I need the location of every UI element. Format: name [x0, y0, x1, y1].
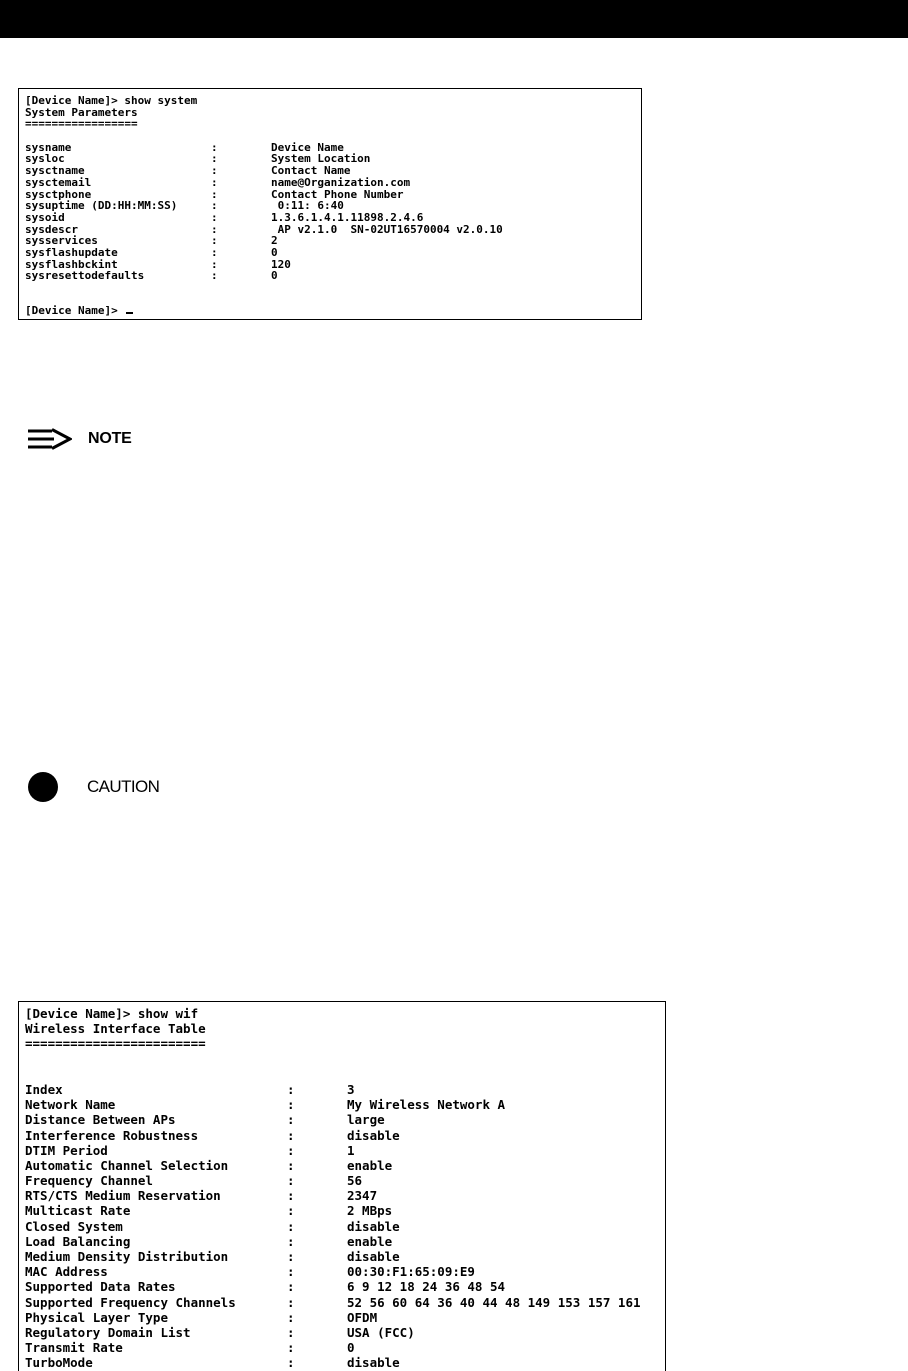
parameter-value: 00:30:F1:65:09:E9: [347, 1264, 475, 1280]
terminal-heading: Wireless Interface Table: [25, 1021, 206, 1037]
separator-colon: :: [287, 1340, 295, 1356]
parameter-key: sysflashbckint: [25, 257, 118, 271]
parameter-row: [25, 1097, 665, 1112]
parameter-key: sysflashupdate: [25, 245, 118, 259]
parameter-value: 0: [347, 1340, 355, 1356]
note-callout: [28, 428, 132, 450]
parameter-row: [25, 1249, 665, 1264]
separator-colon: :: [211, 152, 218, 166]
parameter-row: [25, 1128, 665, 1143]
parameter-key: sysname: [25, 140, 72, 154]
system-parameter-list: [25, 142, 641, 282]
parameter-row: [25, 1082, 665, 1097]
separator-colon: :: [287, 1309, 295, 1325]
terminal-heading: System Parameters: [25, 105, 138, 119]
parameter-key: sysdescr: [25, 222, 78, 236]
separator-colon: :: [287, 1249, 295, 1264]
parameter-key: Frequency Channel: [25, 1173, 153, 1189]
parameter-value: AP v2.1.0 SN-02UT16570004 v2.0.10: [271, 222, 503, 236]
parameter-value: Device Name: [271, 140, 344, 154]
parameter-key: Medium Density Distribution: [25, 1249, 229, 1264]
separator-colon: :: [211, 269, 218, 283]
caution-label: CAUTION: [87, 777, 160, 796]
parameter-key: Supported Frequency Channels: [25, 1294, 236, 1310]
parameter-key: Load Balancing: [25, 1233, 131, 1249]
parameter-value: 0:11: 6:40: [271, 199, 344, 213]
parameter-value: 2: [271, 234, 278, 248]
parameter-row: [25, 1158, 665, 1173]
separator-colon: :: [211, 245, 218, 259]
parameter-key: Multicast Rate: [25, 1203, 131, 1219]
parameter-value: My Wireless Network A: [347, 1097, 506, 1113]
parameter-row: [25, 1112, 665, 1127]
note-label: NOTE: [88, 430, 132, 447]
parameter-value: 56: [347, 1173, 363, 1189]
caution-callout: [28, 772, 159, 802]
parameter-value: Contact Phone Number: [271, 187, 404, 201]
parameter-row: [25, 1188, 665, 1203]
parameter-value: 120: [271, 257, 291, 271]
parameter-key: sysloc: [25, 152, 65, 166]
parameter-key: MAC Address: [25, 1264, 108, 1280]
parameter-row: [25, 1279, 665, 1294]
parameter-value: 0: [271, 245, 278, 259]
parameter-value: disable: [347, 1127, 400, 1143]
terminal-show-system: [18, 88, 642, 320]
parameter-row: [25, 1219, 665, 1234]
parameter-key: sysoid: [25, 210, 65, 224]
parameter-key: Closed System: [25, 1218, 123, 1234]
parameter-key: sysctphone: [25, 187, 92, 201]
parameter-row: [25, 1173, 665, 1188]
parameter-key: sysctemail: [25, 175, 92, 189]
parameter-row: [25, 1340, 665, 1355]
separator-colon: :: [211, 164, 218, 178]
parameter-value: USA (FCC): [347, 1324, 415, 1340]
cursor: [126, 312, 133, 314]
separator-colon: :: [211, 257, 218, 271]
parameter-key: Physical Layer Type: [25, 1309, 168, 1325]
parameter-value: large: [347, 1112, 385, 1128]
parameter-key: TurboMode: [25, 1355, 93, 1371]
parameter-value: Contact Name: [271, 164, 351, 178]
separator-colon: :: [287, 1279, 295, 1295]
parameter-value: disable: [347, 1355, 400, 1371]
parameter-key: sysservices: [25, 234, 98, 248]
terminal-rule: ========================: [25, 1036, 206, 1052]
parameter-row: [25, 1310, 665, 1325]
parameter-key: Network Name: [25, 1097, 116, 1113]
separator-colon: :: [287, 1173, 295, 1189]
parameter-row: [25, 1234, 665, 1249]
separator-colon: :: [211, 222, 218, 236]
parameter-row: [25, 177, 641, 189]
parameter-row: [25, 1203, 665, 1218]
separator-colon: :: [287, 1218, 295, 1234]
parameter-row: [25, 270, 641, 282]
separator-colon: :: [287, 1142, 295, 1158]
parameter-key: Distance Between APs: [25, 1112, 176, 1128]
parameter-key: Regulatory Domain List: [25, 1324, 191, 1340]
separator-colon: :: [287, 1233, 295, 1249]
parameter-value: enable: [347, 1157, 393, 1173]
parameter-key: sysctname: [25, 164, 85, 178]
separator-colon: :: [287, 1203, 295, 1219]
separator-colon: :: [287, 1324, 295, 1340]
parameter-key: Automatic Channel Selection: [25, 1157, 229, 1173]
parameter-value: name@Organization.com: [271, 175, 411, 189]
separator-colon: :: [287, 1157, 295, 1173]
parameter-value: System Location: [271, 152, 371, 166]
separator-colon: :: [211, 140, 218, 154]
parameter-key: Transmit Rate: [25, 1340, 123, 1356]
parameter-value: 2 MBps: [347, 1203, 393, 1219]
parameter-value: disable: [347, 1218, 400, 1234]
header-bar: [0, 0, 908, 38]
separator-colon: :: [287, 1112, 295, 1128]
terminal-command: [Device Name]> show system: [25, 94, 198, 107]
parameter-value: 2347: [347, 1188, 378, 1204]
separator-colon: :: [211, 234, 218, 248]
terminal-show-wif: [18, 1001, 666, 1371]
separator-colon: :: [287, 1264, 295, 1280]
separator-colon: :: [287, 1294, 295, 1310]
parameter-row: [25, 1143, 665, 1158]
parameter-value: disable: [347, 1249, 400, 1264]
parameter-value: enable: [347, 1233, 393, 1249]
parameter-key: Supported Data Rates: [25, 1279, 176, 1295]
separator-colon: :: [287, 1188, 295, 1204]
terminal-command: [Device Name]> show wif: [25, 1006, 199, 1021]
arrow-note-icon: [28, 428, 72, 450]
parameter-key: DTIM Period: [25, 1142, 108, 1158]
parameter-key: Interference Robustness: [25, 1127, 199, 1143]
parameter-key: sysuptime (DD:HH:MM:SS): [25, 199, 178, 213]
separator-colon: :: [287, 1097, 295, 1113]
separator-colon: :: [211, 175, 218, 189]
terminal-prompt: [Device Name]>: [25, 305, 641, 317]
parameter-row: [25, 224, 641, 236]
separator-colon: :: [211, 210, 218, 224]
wireless-interface-list: [25, 1082, 665, 1371]
separator-colon: :: [287, 1355, 295, 1371]
terminal-rule: =================: [25, 117, 138, 131]
parameter-row: [25, 1325, 665, 1340]
parameter-value: 6 9 12 18 24 36 48 54: [347, 1279, 506, 1295]
parameter-key: RTS/CTS Medium Reservation: [25, 1188, 221, 1204]
parameter-row: [25, 212, 641, 224]
parameter-row: [25, 1355, 665, 1370]
parameter-value: 0: [271, 269, 278, 283]
parameter-key: sysresettodefaults: [25, 269, 145, 283]
separator-colon: :: [211, 199, 218, 213]
separator-colon: :: [287, 1081, 295, 1097]
parameter-value: OFDM: [347, 1309, 378, 1325]
parameter-row: [25, 1264, 665, 1279]
parameter-value: 1.3.6.1.4.1.11898.2.4.6: [271, 210, 424, 224]
separator-colon: :: [211, 187, 218, 201]
parameter-value: 1: [347, 1142, 355, 1158]
parameter-value: 3: [347, 1081, 355, 1097]
parameter-row: [25, 247, 641, 259]
caution-dot-icon: [28, 772, 58, 802]
parameter-value: 52 56 60 64 36 40 44 48 149 153 157 161: [347, 1294, 641, 1310]
parameter-row: [25, 1295, 665, 1310]
parameter-key: Index: [25, 1081, 63, 1097]
separator-colon: :: [287, 1127, 295, 1143]
